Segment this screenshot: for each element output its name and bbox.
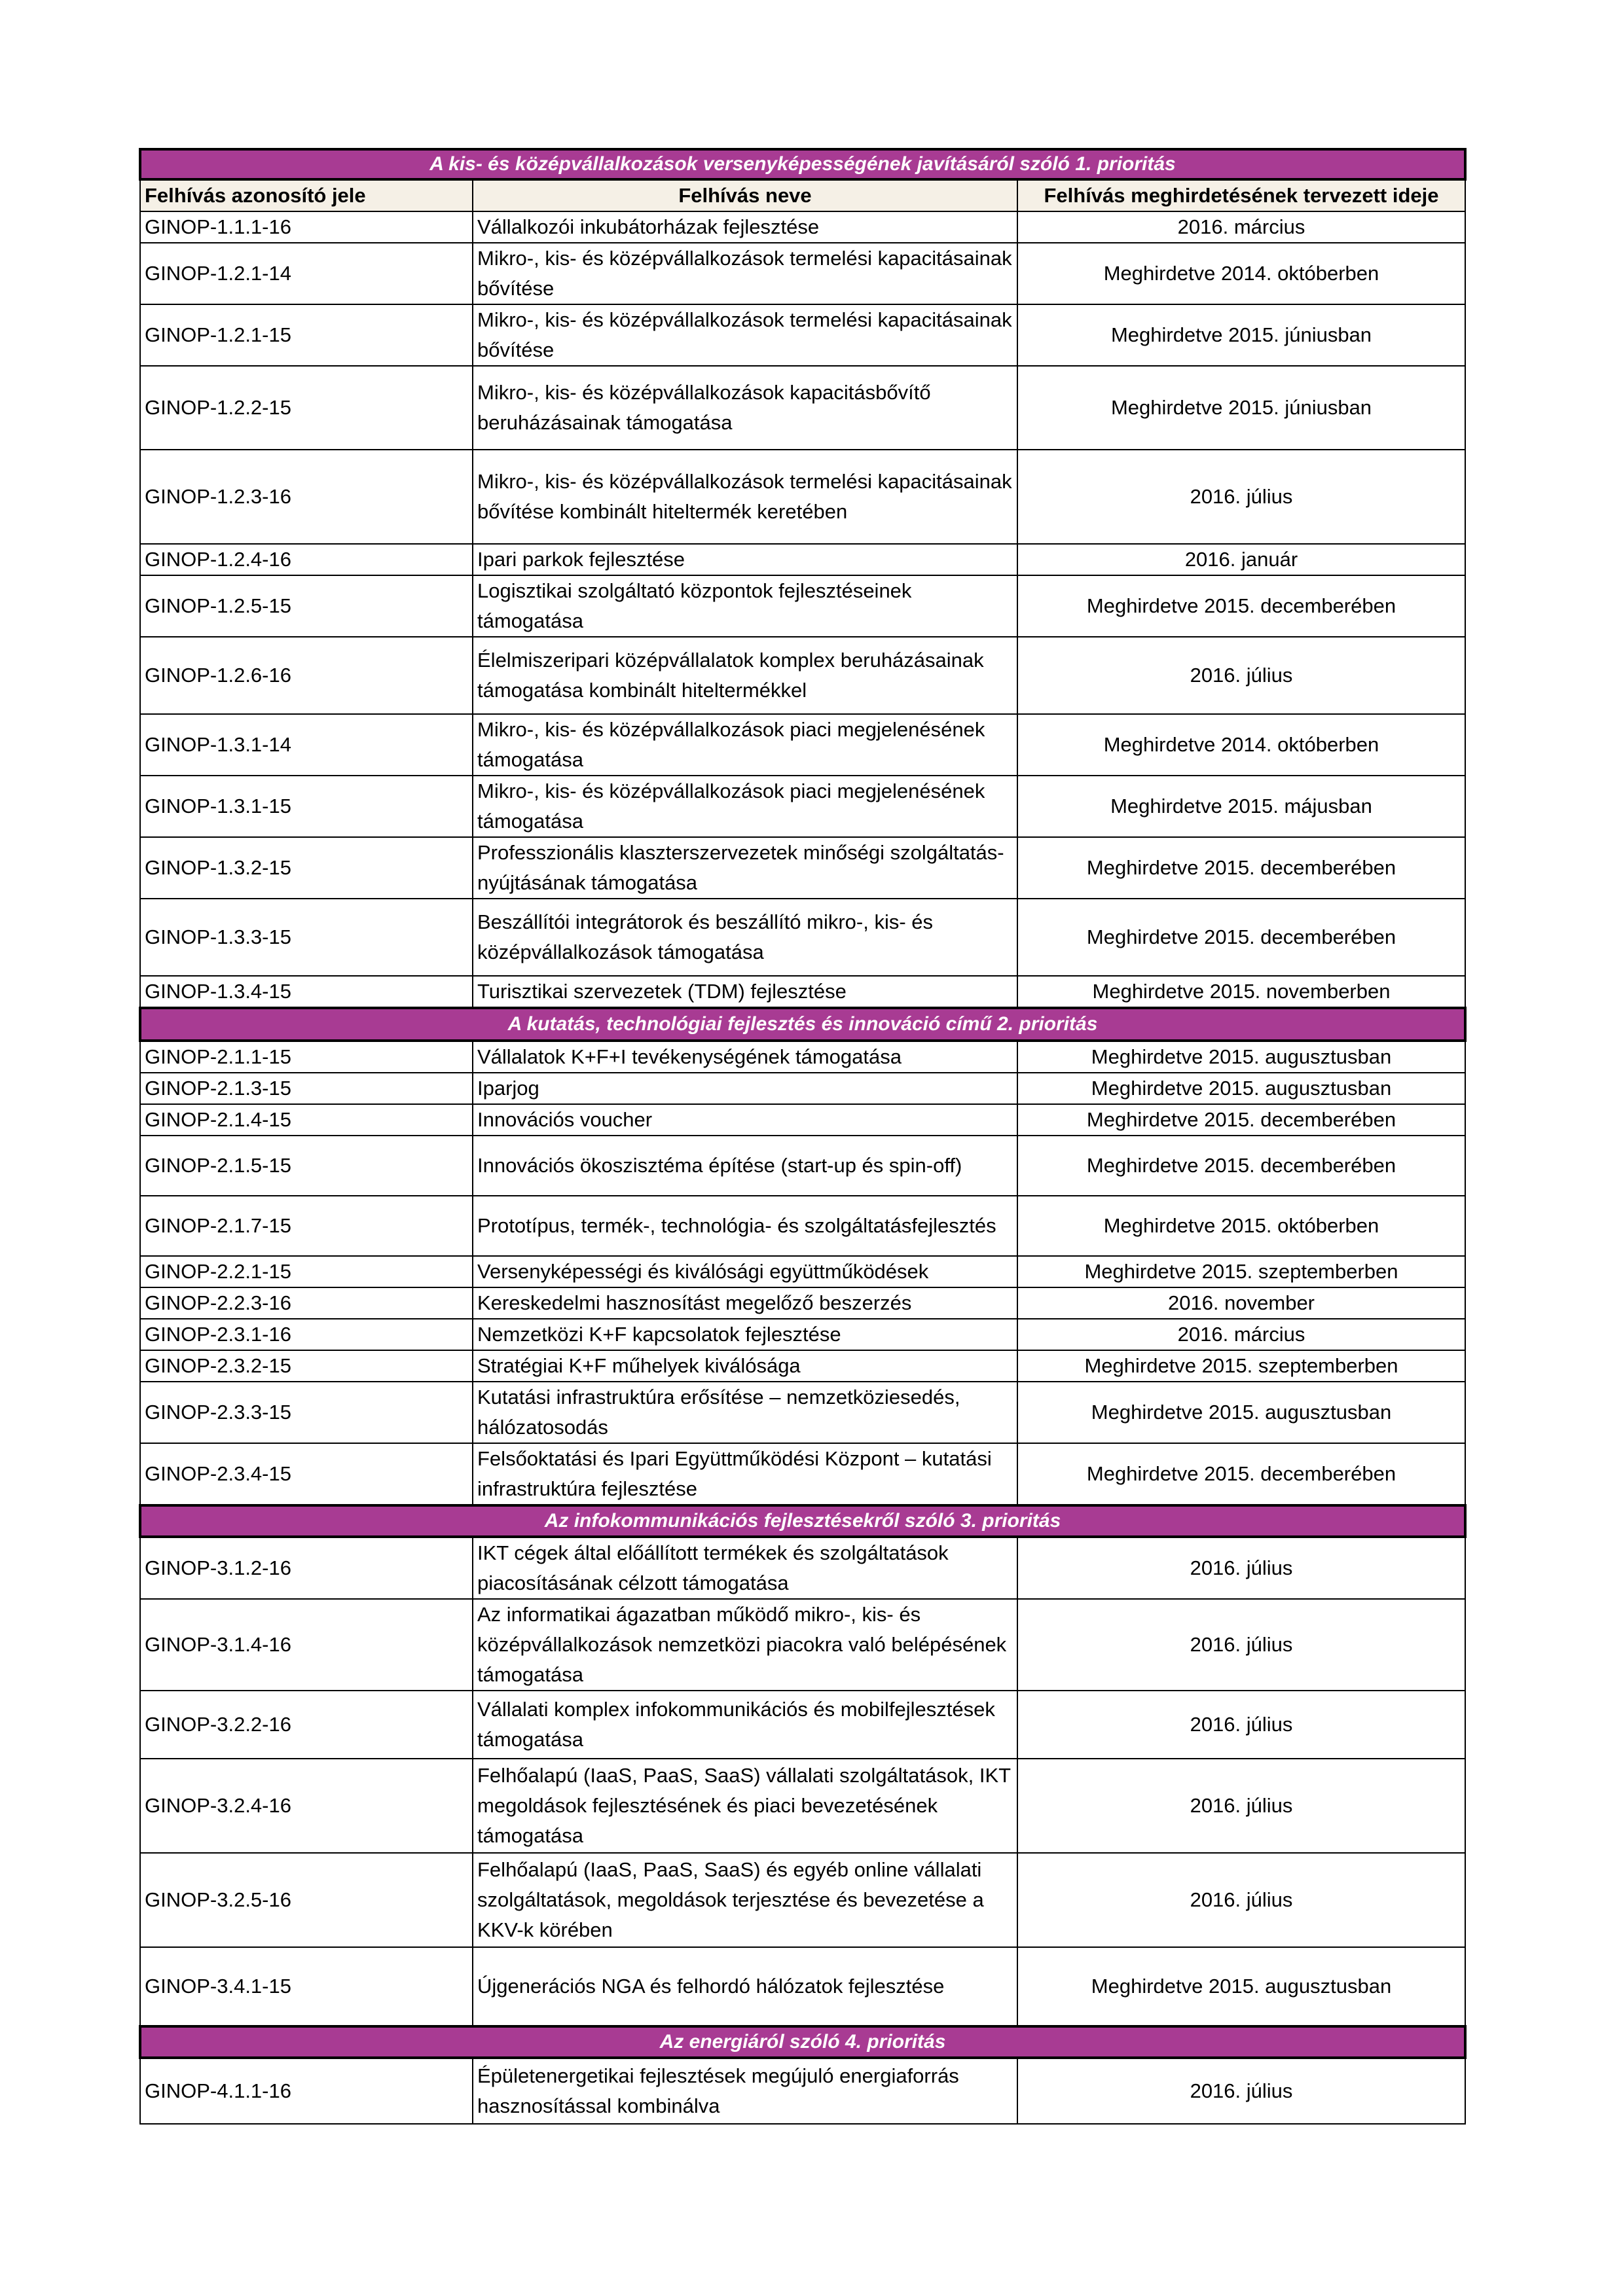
call-date: Meghirdetve 2014. októberben <box>1017 243 1465 304</box>
call-id: GINOP-1.2.1-14 <box>140 243 473 304</box>
call-id: GINOP-1.3.4-15 <box>140 976 473 1008</box>
call-name: Mikro-, kis- és középvállalkozások piaci megjelenésének támogatása <box>473 714 1017 776</box>
priority-title: Az infokommunikációs fejlesztésekről szóló 3. prioritás <box>140 1505 1465 1537</box>
call-name: Mikro-, kis- és középvállalkozások kapacitásbővítő beruházásainak támogatása <box>473 366 1017 450</box>
call-name: Innovációs voucher <box>473 1104 1017 1136</box>
call-id: GINOP-3.2.5-16 <box>140 1853 473 1947</box>
call-id: GINOP-1.2.4-16 <box>140 544 473 575</box>
call-id: GINOP-1.1.1-16 <box>140 211 473 243</box>
call-id: GINOP-2.2.1-15 <box>140 1256 473 1287</box>
call-date: 2016. július <box>1017 2058 1465 2124</box>
table-row <box>140 1853 1465 1947</box>
call-name: Az informatikai ágazatban működő mikro-, kis- és középvállalkozások nemzetközi piacokra való belépésének támogatása <box>473 1599 1017 1691</box>
call-name: Professzionális klaszterszervezetek minőségi szolgáltatás-nyújtásának támogatása <box>473 837 1017 899</box>
call-date: Meghirdetve 2015. augusztusban <box>1017 1041 1465 1073</box>
call-name: Élelmiszeripari középvállalatok komplex beruházásainak támogatása kombinált hiteltermékkel <box>473 637 1017 714</box>
table-row <box>140 1599 1465 1691</box>
call-name: Vállalkozói inkubátorházak fejlesztése <box>473 211 1017 243</box>
call-date: Meghirdetve 2015. októberben <box>1017 1196 1465 1256</box>
call-name: Felsőoktatási és Ipari Együttműködési Központ – kutatási infrastruktúra fejlesztése <box>473 1443 1017 1505</box>
call-name: Mikro-, kis- és középvállalkozások piaci megjelenésének támogatása <box>473 776 1017 837</box>
call-id: GINOP-1.3.1-15 <box>140 776 473 837</box>
call-date: Meghirdetve 2015. augusztusban <box>1017 1382 1465 1443</box>
call-date: Meghirdetve 2015. decemberében <box>1017 575 1465 637</box>
call-id: GINOP-2.1.3-15 <box>140 1073 473 1104</box>
call-name: Felhőalapú (IaaS, PaaS, SaaS) és egyéb online vállalati szolgáltatások, megoldások terjesztése és bevezetése a KKV-k körében <box>473 1853 1017 1947</box>
call-date: Meghirdetve 2015. augusztusban <box>1017 1947 1465 2026</box>
call-id: GINOP-1.3.2-15 <box>140 837 473 899</box>
call-id: GINOP-1.2.3-16 <box>140 450 473 544</box>
table-row <box>140 243 1465 304</box>
call-date: Meghirdetve 2015. decemberében <box>1017 1136 1465 1196</box>
table-row <box>140 1691 1465 1759</box>
call-date: Meghirdetve 2015. decemberében <box>1017 1104 1465 1136</box>
column-header-name: Felhívás neve <box>473 179 1017 211</box>
table-row <box>140 366 1465 450</box>
priority-header-row <box>140 1505 1465 1537</box>
call-date: Meghirdetve 2014. októberben <box>1017 714 1465 776</box>
call-date: Meghirdetve 2015. szeptemberben <box>1017 1350 1465 1382</box>
table-row <box>140 1319 1465 1350</box>
priority-header-row <box>140 1008 1465 1041</box>
call-id: GINOP-2.2.3-16 <box>140 1287 473 1319</box>
call-name: Iparjog <box>473 1073 1017 1104</box>
table-row <box>140 837 1465 899</box>
call-date: Meghirdetve 2015. szeptemberben <box>1017 1256 1465 1287</box>
table-row <box>140 1759 1465 1853</box>
call-date: 2016. november <box>1017 1287 1465 1319</box>
call-date: 2016. július <box>1017 1537 1465 1599</box>
table-row <box>140 304 1465 366</box>
call-id: GINOP-1.3.3-15 <box>140 899 473 976</box>
table-row <box>140 1443 1465 1505</box>
call-name: Stratégiai K+F műhelyek kiválósága <box>473 1350 1017 1382</box>
table-row <box>140 637 1465 714</box>
table-row <box>140 1382 1465 1443</box>
call-date: 2016. július <box>1017 1691 1465 1759</box>
call-name: Épületenergetikai fejlesztések megújuló energiaforrás hasznosítással kombinálva <box>473 2058 1017 2124</box>
call-date: Meghirdetve 2015. decemberében <box>1017 1443 1465 1505</box>
call-id: GINOP-1.2.1-15 <box>140 304 473 366</box>
call-date: Meghirdetve 2015. decemberében <box>1017 899 1465 976</box>
call-name: Vállalati komplex infokommunikációs és mobilfejlesztések támogatása <box>473 1691 1017 1759</box>
call-id: GINOP-3.4.1-15 <box>140 1947 473 2026</box>
table-row <box>140 2058 1465 2124</box>
call-id: GINOP-2.3.1-16 <box>140 1319 473 1350</box>
table-row <box>140 450 1465 544</box>
table-row <box>140 1073 1465 1104</box>
priority-header-row <box>140 2026 1465 2058</box>
call-id: GINOP-2.1.4-15 <box>140 1104 473 1136</box>
call-name: Prototípus, termék-, technológia- és szolgáltatásfejlesztés <box>473 1196 1017 1256</box>
table-row <box>140 1136 1465 1196</box>
table-row <box>140 1041 1465 1073</box>
call-date: 2016. március <box>1017 1319 1465 1350</box>
call-name: Vállalatok K+F+I tevékenységének támogatása <box>473 1041 1017 1073</box>
call-date: 2016. március <box>1017 211 1465 243</box>
table-row <box>140 976 1465 1008</box>
call-name: IKT cégek által előállított termékek és szolgáltatások piacosításának célzott támogatása <box>473 1537 1017 1599</box>
priority-title: A kis- és középvállalkozások versenyképességének javításáról szóló 1. prioritás <box>140 149 1465 179</box>
call-name: Ipari parkok fejlesztése <box>473 544 1017 575</box>
call-name: Kutatási infrastruktúra erősítése – nemzetköziesedés, hálózatosodás <box>473 1382 1017 1443</box>
call-id: GINOP-2.1.1-15 <box>140 1041 473 1073</box>
table-row <box>140 211 1465 243</box>
priority-title: Az energiáról szóló 4. prioritás <box>140 2026 1465 2058</box>
call-name: Nemzetközi K+F kapcsolatok fejlesztése <box>473 1319 1017 1350</box>
call-date: 2016. július <box>1017 1759 1465 1853</box>
call-date: Meghirdetve 2015. decemberében <box>1017 837 1465 899</box>
call-id: GINOP-4.1.1-16 <box>140 2058 473 2124</box>
table-row <box>140 776 1465 837</box>
call-date: Meghirdetve 2015. novemberben <box>1017 976 1465 1008</box>
call-id: GINOP-2.1.5-15 <box>140 1136 473 1196</box>
call-id: GINOP-3.2.2-16 <box>140 1691 473 1759</box>
call-date: 2016. július <box>1017 637 1465 714</box>
call-name: Mikro-, kis- és középvállalkozások termelési kapacitásainak bővítése kombinált hiteltermék keretében <box>473 450 1017 544</box>
column-header-date: Felhívás meghirdetésének tervezett ideje <box>1017 179 1465 211</box>
call-id: GINOP-2.3.4-15 <box>140 1443 473 1505</box>
table-row <box>140 899 1465 976</box>
table-row <box>140 1196 1465 1256</box>
column-header-row <box>140 179 1465 211</box>
column-header-id: Felhívás azonosító jele <box>140 179 473 211</box>
calls-table <box>139 148 1467 2125</box>
call-name: Újgenerációs NGA és felhordó hálózatok fejlesztése <box>473 1947 1017 2026</box>
call-date: Meghirdetve 2015. júniusban <box>1017 304 1465 366</box>
table-row <box>140 1537 1465 1599</box>
call-date: 2016. július <box>1017 1853 1465 1947</box>
call-name: Mikro-, kis- és középvállalkozások termelési kapacitásainak bővítése <box>473 243 1017 304</box>
call-name: Turisztikai szervezetek (TDM) fejlesztése <box>473 976 1017 1008</box>
calls-table-body <box>140 149 1465 2124</box>
call-id: GINOP-1.2.6-16 <box>140 637 473 714</box>
call-date: Meghirdetve 2015. júniusban <box>1017 366 1465 450</box>
call-id: GINOP-2.3.2-15 <box>140 1350 473 1382</box>
call-name: Felhőalapú (IaaS, PaaS, SaaS) vállalati szolgáltatások, IKT megoldások fejlesztésének és piaci bevezetésének támogatása <box>473 1759 1017 1853</box>
call-date: 2016. január <box>1017 544 1465 575</box>
call-name: Kereskedelmi hasznosítást megelőző beszerzés <box>473 1287 1017 1319</box>
table-row <box>140 1256 1465 1287</box>
table-row <box>140 1104 1465 1136</box>
call-name: Versenyképességi és kiválósági együttműködések <box>473 1256 1017 1287</box>
table-row <box>140 544 1465 575</box>
call-id: GINOP-2.3.3-15 <box>140 1382 473 1443</box>
call-id: GINOP-3.1.4-16 <box>140 1599 473 1691</box>
call-name: Mikro-, kis- és középvállalkozások termelési kapacitásainak bővítése <box>473 304 1017 366</box>
call-id: GINOP-1.2.5-15 <box>140 575 473 637</box>
table-row <box>140 1287 1465 1319</box>
call-id: GINOP-1.2.2-15 <box>140 366 473 450</box>
call-id: GINOP-3.1.2-16 <box>140 1537 473 1599</box>
table-row <box>140 1947 1465 2026</box>
call-id: GINOP-1.3.1-14 <box>140 714 473 776</box>
call-date: Meghirdetve 2015. augusztusban <box>1017 1073 1465 1104</box>
call-name: Logisztikai szolgáltató központok fejlesztéseinek támogatása <box>473 575 1017 637</box>
call-name: Beszállítói integrátorok és beszállító mikro-, kis- és középvállalkozások támogatása <box>473 899 1017 976</box>
call-date: 2016. július <box>1017 450 1465 544</box>
call-date: 2016. július <box>1017 1599 1465 1691</box>
table-row <box>140 1350 1465 1382</box>
call-date: Meghirdetve 2015. májusban <box>1017 776 1465 837</box>
call-name: Innovációs ökoszisztéma építése (start-up és spin-off) <box>473 1136 1017 1196</box>
table-row <box>140 575 1465 637</box>
priority-header-row <box>140 149 1465 179</box>
priority-title: A kutatás, technológiai fejlesztés és innováció című 2. prioritás <box>140 1008 1465 1041</box>
call-id: GINOP-2.1.7-15 <box>140 1196 473 1256</box>
call-id: GINOP-3.2.4-16 <box>140 1759 473 1853</box>
table-row <box>140 714 1465 776</box>
